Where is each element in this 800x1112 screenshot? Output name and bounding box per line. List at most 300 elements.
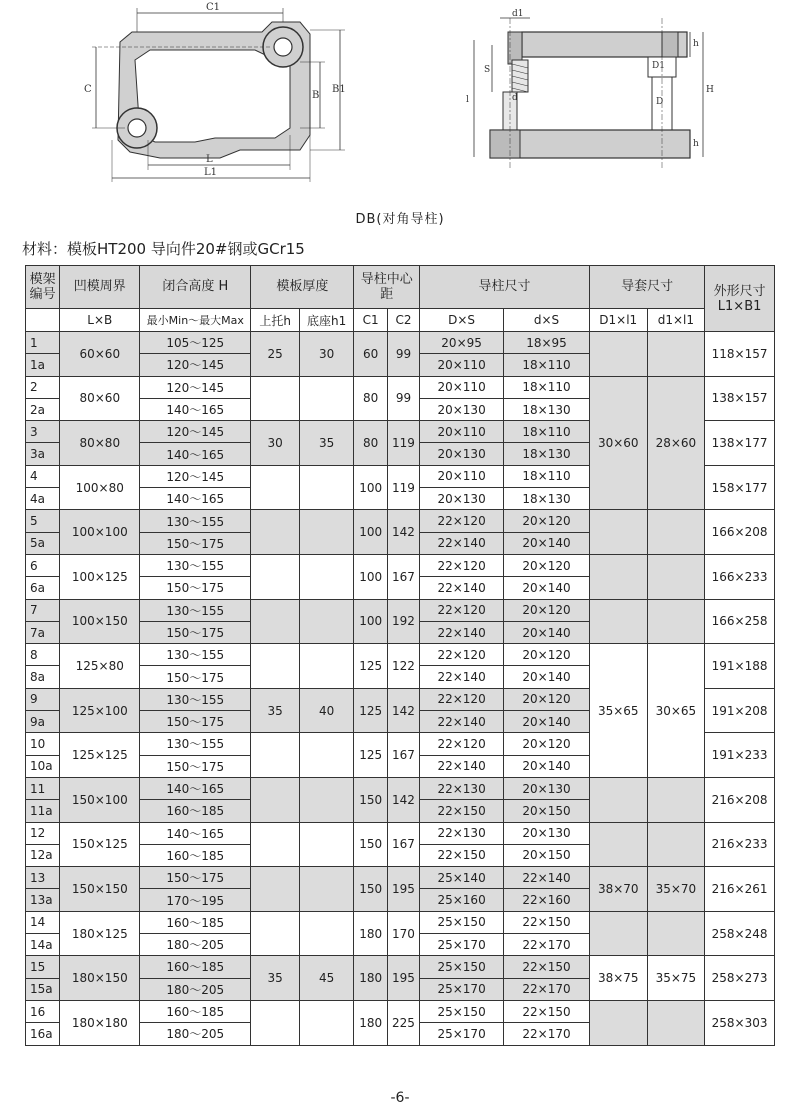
model-no: 1a	[26, 354, 60, 376]
pillar-dxs: 22×120	[420, 510, 504, 532]
bushing-d1xl1	[589, 777, 647, 822]
model-no: 6a	[26, 577, 60, 599]
closed-height: 120～145	[140, 465, 251, 487]
pillar-dxs-small: 20×130	[504, 777, 590, 799]
plate-upper-h	[251, 822, 300, 867]
pillar-c2: 119	[387, 465, 419, 510]
pillar-c1: 100	[354, 465, 387, 510]
pillar-c1: 125	[354, 688, 387, 733]
pillar-c2: 119	[387, 421, 419, 466]
plate-base-h1	[299, 822, 354, 867]
pillar-dxs: 22×130	[420, 777, 504, 799]
table-row	[26, 510, 775, 532]
pillar-dxs: 20×110	[420, 465, 504, 487]
hdr-pillar-center: 导柱中心距	[354, 266, 420, 309]
pillar-dxs: 22×140	[420, 666, 504, 688]
closed-height: 105～125	[140, 332, 251, 354]
closed-height: 150～175	[140, 666, 251, 688]
hdr-dxs-small: d×S	[504, 309, 590, 332]
pillar-dxs: 25×150	[420, 911, 504, 933]
outer-size: 216×233	[705, 822, 775, 867]
pillar-dxs-small: 18×130	[504, 398, 590, 420]
pillar-c1: 100	[354, 510, 387, 555]
bushing-d1xl1: 38×75	[589, 956, 647, 1001]
die-perimeter: 150×100	[60, 777, 140, 822]
pillar-c2: 142	[387, 510, 419, 555]
bushing-d1xl1-small: 28×60	[647, 376, 705, 510]
pillar-dxs-small: 22×170	[504, 934, 590, 956]
outer-size: 138×177	[705, 421, 775, 466]
pillar-dxs: 20×110	[420, 421, 504, 443]
model-no: 4	[26, 465, 60, 487]
die-perimeter: 100×150	[60, 599, 140, 644]
bushing-d1xl1-small: 35×75	[647, 956, 705, 1001]
pillar-dxs: 25×150	[420, 956, 504, 978]
figure-caption: DB(对角导柱)	[355, 212, 445, 227]
label-h-top: h	[693, 39, 699, 49]
pillar-c2: 195	[387, 956, 419, 1001]
bushing-d1xl1-small	[647, 777, 705, 822]
pillar-dxs-small: 20×140	[504, 666, 590, 688]
die-perimeter: 125×125	[60, 733, 140, 778]
pillar-c2: 99	[387, 376, 419, 421]
label-b: B	[312, 90, 320, 101]
model-no: 6	[26, 554, 60, 576]
bushing-d1xl1	[589, 911, 647, 956]
label-s: S	[484, 65, 491, 75]
pillar-c2: 195	[387, 867, 419, 912]
closed-height: 120～145	[140, 354, 251, 376]
hdr-upper-h: 上托h	[251, 309, 300, 332]
closed-height: 180～205	[140, 1023, 251, 1045]
model-no: 14a	[26, 934, 60, 956]
model-no: 4a	[26, 488, 60, 510]
model-no: 10a	[26, 755, 60, 777]
label-h-total: H	[706, 85, 714, 95]
pillar-dxs-small: 20×120	[504, 733, 590, 755]
bushing-d1xl1	[589, 510, 647, 555]
pillar-c2: 142	[387, 688, 419, 733]
table-row	[26, 554, 775, 576]
hdr-d1xl1-small: d1×l1	[647, 309, 705, 332]
hdr-model-no: 模架编号	[26, 266, 60, 309]
pillar-dxs-small: 22×150	[504, 911, 590, 933]
plate-base-h1	[299, 599, 354, 644]
pillar-c1: 80	[354, 421, 387, 466]
model-no: 13a	[26, 889, 60, 911]
pillar-dxs-small: 20×140	[504, 755, 590, 777]
pillar-c1: 125	[354, 644, 387, 689]
closed-height: 150～175	[140, 755, 251, 777]
page-number: -6-	[390, 1090, 410, 1106]
hdr-pillar-size: 导柱尺寸	[420, 266, 590, 309]
label-b1: B1	[332, 84, 346, 95]
bushing-d1xl1	[589, 332, 647, 377]
plate-upper-h	[251, 465, 300, 510]
pillar-dxs: 22×120	[420, 644, 504, 666]
pillar-dxs-small: 22×150	[504, 1000, 590, 1022]
pillar-dxs-small: 18×110	[504, 421, 590, 443]
closed-height: 160～185	[140, 800, 251, 822]
side-view-drawing	[474, 18, 703, 170]
pillar-dxs: 25×140	[420, 867, 504, 889]
closed-height: 150～175	[140, 711, 251, 733]
pillar-dxs: 20×130	[420, 398, 504, 420]
outer-size: 191×208	[705, 688, 775, 733]
hdr-outer-size: 外形尺寸 L1×B1	[705, 266, 775, 332]
plate-base-h1: 45	[299, 956, 354, 1001]
outer-size: 118×157	[705, 332, 775, 377]
plate-upper-h	[251, 777, 300, 822]
pillar-dxs-small: 22×150	[504, 956, 590, 978]
model-no: 12a	[26, 844, 60, 866]
pillar-dxs-small: 20×120	[504, 644, 590, 666]
pillar-dxs-small: 22×170	[504, 978, 590, 1000]
closed-height: 150～175	[140, 532, 251, 554]
closed-height: 120～145	[140, 376, 251, 398]
pillar-dxs: 22×120	[420, 554, 504, 576]
bushing-d1xl1	[589, 599, 647, 644]
table-row	[26, 911, 775, 933]
table-row	[26, 332, 775, 354]
pillar-dxs-small: 18×95	[504, 332, 590, 354]
pillar-dxs: 22×150	[420, 844, 504, 866]
bushing-d1xl1	[589, 822, 647, 867]
outer-size: 166×233	[705, 554, 775, 599]
plate-upper-h: 25	[251, 332, 300, 377]
plate-upper-h	[251, 1000, 300, 1045]
pillar-c1: 125	[354, 733, 387, 778]
plate-base-h1	[299, 1000, 354, 1045]
table-row	[26, 1000, 775, 1022]
pillar-dxs: 22×140	[420, 621, 504, 643]
die-perimeter: 125×80	[60, 644, 140, 689]
plate-upper-h	[251, 911, 300, 956]
table-row	[26, 822, 775, 844]
bushing-d1xl1: 38×70	[589, 867, 647, 912]
hdr-base-h1: 底座h1	[299, 309, 354, 332]
model-no: 16a	[26, 1023, 60, 1045]
pillar-dxs: 22×140	[420, 755, 504, 777]
pillar-dxs: 22×120	[420, 599, 504, 621]
table-row	[26, 867, 775, 889]
label-l: L	[206, 154, 213, 165]
model-no: 5a	[26, 532, 60, 554]
top-view-drawing	[92, 8, 345, 182]
table-row	[26, 777, 775, 799]
pillar-c2: 122	[387, 644, 419, 689]
pillar-c1: 150	[354, 777, 387, 822]
pillar-dxs: 20×95	[420, 332, 504, 354]
closed-height: 130～155	[140, 510, 251, 532]
hdr-c1: C1	[354, 309, 387, 332]
pillar-c2: 167	[387, 554, 419, 599]
plate-upper-h	[251, 554, 300, 599]
die-set-spec-table	[25, 265, 775, 1046]
model-no: 1	[26, 332, 60, 354]
pillar-c1: 100	[354, 599, 387, 644]
pillar-dxs-small: 20×140	[504, 532, 590, 554]
pillar-dxs: 22×120	[420, 733, 504, 755]
closed-height: 130～155	[140, 688, 251, 710]
pillar-dxs: 20×130	[420, 488, 504, 510]
pillar-c2: 192	[387, 599, 419, 644]
die-perimeter: 100×80	[60, 465, 140, 510]
model-no: 13	[26, 867, 60, 889]
closed-height: 130～155	[140, 554, 251, 576]
pillar-c2: 167	[387, 733, 419, 778]
plate-base-h1	[299, 777, 354, 822]
label-d-lower: d	[512, 93, 518, 103]
model-no: 7	[26, 599, 60, 621]
outer-size: 191×188	[705, 644, 775, 689]
bushing-d1xl1-small	[647, 599, 705, 644]
plate-base-h1	[299, 376, 354, 421]
pillar-dxs-small: 20×120	[504, 688, 590, 710]
outer-size: 258×273	[705, 956, 775, 1001]
closed-height: 180～205	[140, 934, 251, 956]
bushing-d1xl1-small: 30×65	[647, 644, 705, 778]
die-perimeter: 60×60	[60, 332, 140, 377]
outer-size: 216×261	[705, 867, 775, 912]
die-perimeter: 150×125	[60, 822, 140, 867]
outer-size: 258×248	[705, 911, 775, 956]
pillar-dxs: 25×170	[420, 934, 504, 956]
table-row	[26, 376, 775, 398]
model-no: 2a	[26, 398, 60, 420]
pillar-dxs: 20×110	[420, 354, 504, 376]
pillar-c2: 142	[387, 777, 419, 822]
plate-base-h1	[299, 911, 354, 956]
technical-drawings	[0, 0, 800, 200]
pillar-dxs: 22×140	[420, 711, 504, 733]
closed-height: 140～165	[140, 398, 251, 420]
label-c1: C1	[206, 2, 221, 13]
pillar-c1: 180	[354, 1000, 387, 1045]
model-no: 3	[26, 421, 60, 443]
model-no: 8a	[26, 666, 60, 688]
label-d-upper: D	[656, 97, 664, 107]
pillar-dxs-small: 20×150	[504, 844, 590, 866]
plate-upper-h	[251, 733, 300, 778]
hdr-c2: C2	[387, 309, 419, 332]
die-perimeter: 80×60	[60, 376, 140, 421]
closed-height: 160～185	[140, 844, 251, 866]
pillar-dxs: 22×140	[420, 577, 504, 599]
pillar-dxs-small: 22×170	[504, 1023, 590, 1045]
table-body	[26, 332, 775, 1046]
pillar-c2: 167	[387, 822, 419, 867]
bushing-d1xl1-small	[647, 332, 705, 377]
hdr-die-perimeter: 凹模周界	[60, 266, 140, 309]
pillar-dxs: 22×150	[420, 800, 504, 822]
model-no: 15a	[26, 978, 60, 1000]
model-no: 11a	[26, 800, 60, 822]
plate-upper-h: 35	[251, 688, 300, 733]
pillar-c1: 150	[354, 822, 387, 867]
die-perimeter: 180×125	[60, 911, 140, 956]
bushing-d1xl1-small	[647, 554, 705, 599]
model-no: 9a	[26, 711, 60, 733]
pillar-c1: 80	[354, 376, 387, 421]
plate-upper-h	[251, 510, 300, 555]
pillar-c1: 180	[354, 956, 387, 1001]
model-no: 11	[26, 777, 60, 799]
bushing-d1xl1-small	[647, 1000, 705, 1045]
hdr-blank	[26, 309, 60, 332]
pillar-dxs-small: 18×110	[504, 465, 590, 487]
outer-size: 166×208	[705, 510, 775, 555]
pillar-c2: 99	[387, 332, 419, 377]
closed-height: 130～155	[140, 599, 251, 621]
label-c: C	[84, 84, 92, 95]
pillar-dxs: 20×130	[420, 443, 504, 465]
plate-base-h1	[299, 644, 354, 689]
hdr-closed-height: 闭合高度 H	[140, 266, 251, 309]
label-d1-upper: D1	[652, 61, 665, 71]
hdr-lxb: L×B	[60, 309, 140, 332]
bushing-d1xl1-small: 35×70	[647, 867, 705, 912]
pillar-dxs-small: 22×160	[504, 889, 590, 911]
model-no: 5	[26, 510, 60, 532]
label-l1: L1	[204, 167, 218, 178]
outer-size: 191×233	[705, 733, 775, 778]
bushing-d1xl1: 35×65	[589, 644, 647, 778]
outer-size: 166×258	[705, 599, 775, 644]
pillar-dxs: 25×170	[420, 978, 504, 1000]
pillar-dxs-small: 20×120	[504, 554, 590, 576]
pillar-c1: 150	[354, 867, 387, 912]
model-no: 8	[26, 644, 60, 666]
pillar-dxs-small: 22×140	[504, 867, 590, 889]
model-no: 10	[26, 733, 60, 755]
die-perimeter: 150×150	[60, 867, 140, 912]
pillar-c1: 100	[354, 554, 387, 599]
pillar-dxs: 22×140	[420, 532, 504, 554]
closed-height: 140～165	[140, 777, 251, 799]
closed-height: 150～175	[140, 621, 251, 643]
model-no: 7a	[26, 621, 60, 643]
bushing-d1xl1-small	[647, 911, 705, 956]
plate-base-h1	[299, 733, 354, 778]
label-l-lower: l	[466, 95, 469, 105]
plate-base-h1: 30	[299, 332, 354, 377]
closed-height: 180～205	[140, 978, 251, 1000]
model-no: 12	[26, 822, 60, 844]
pillar-dxs-small: 20×120	[504, 510, 590, 532]
label-h-bottom: h	[693, 139, 699, 149]
die-perimeter: 180×150	[60, 956, 140, 1001]
model-no: 9	[26, 688, 60, 710]
material-line: 材料：模板HT200 导向件20#钢或GCr15	[22, 240, 305, 258]
die-perimeter: 100×125	[60, 554, 140, 599]
hdr-plate-thickness: 模板厚度	[251, 266, 354, 309]
outer-size: 158×177	[705, 465, 775, 510]
bushing-d1xl1-small	[647, 510, 705, 555]
bushing-d1xl1: 30×60	[589, 376, 647, 510]
hdr-bushing-size: 导套尺寸	[589, 266, 704, 309]
pillar-dxs-small: 20×150	[504, 800, 590, 822]
pillar-c1: 180	[354, 911, 387, 956]
closed-height: 160～185	[140, 1000, 251, 1022]
pillar-dxs-small: 20×140	[504, 577, 590, 599]
pillar-dxs: 25×160	[420, 889, 504, 911]
hdr-dxs-big: D×S	[420, 309, 504, 332]
outer-size: 258×303	[705, 1000, 775, 1045]
pillar-dxs-small: 20×130	[504, 822, 590, 844]
plate-base-h1	[299, 554, 354, 599]
pillar-dxs: 22×130	[420, 822, 504, 844]
bushing-d1xl1	[589, 554, 647, 599]
pillar-dxs-small: 20×140	[504, 621, 590, 643]
model-no: 14	[26, 911, 60, 933]
plate-upper-h: 30	[251, 421, 300, 466]
table-row	[26, 644, 775, 666]
plate-upper-h: 35	[251, 956, 300, 1001]
label-d1: d1	[512, 9, 524, 19]
table-row	[26, 956, 775, 978]
pillar-dxs-small: 20×140	[504, 711, 590, 733]
pillar-dxs-small: 18×110	[504, 376, 590, 398]
plate-upper-h	[251, 599, 300, 644]
die-perimeter: 80×80	[60, 421, 140, 466]
die-perimeter: 100×100	[60, 510, 140, 555]
closed-height: 140～165	[140, 443, 251, 465]
outer-size: 138×157	[705, 376, 775, 421]
model-no: 16	[26, 1000, 60, 1022]
closed-height: 170～195	[140, 889, 251, 911]
pillar-dxs-small: 18×130	[504, 443, 590, 465]
pillar-dxs: 25×170	[420, 1023, 504, 1045]
table-row	[26, 599, 775, 621]
model-no: 2	[26, 376, 60, 398]
outer-size: 216×208	[705, 777, 775, 822]
model-no: 3a	[26, 443, 60, 465]
plate-base-h1: 40	[299, 688, 354, 733]
hdr-min-max: 最小Min～最大Max	[140, 309, 251, 332]
pillar-c2: 170	[387, 911, 419, 956]
closed-height: 160～185	[140, 956, 251, 978]
plate-upper-h	[251, 867, 300, 912]
closed-height: 150～175	[140, 577, 251, 599]
closed-height: 130～155	[140, 733, 251, 755]
model-no: 15	[26, 956, 60, 978]
hdr-d1xl1-big: D1×l1	[589, 309, 647, 332]
pillar-dxs: 20×110	[420, 376, 504, 398]
plate-base-h1	[299, 510, 354, 555]
plate-upper-h	[251, 376, 300, 421]
die-perimeter: 125×100	[60, 688, 140, 733]
closed-height: 140～165	[140, 488, 251, 510]
closed-height: 130～155	[140, 644, 251, 666]
bushing-d1xl1-small	[647, 822, 705, 867]
pillar-dxs-small: 18×110	[504, 354, 590, 376]
closed-height: 150～175	[140, 867, 251, 889]
plate-base-h1: 35	[299, 421, 354, 466]
pillar-c2: 225	[387, 1000, 419, 1045]
pillar-c1: 60	[354, 332, 387, 377]
pillar-dxs-small: 18×130	[504, 488, 590, 510]
pillar-dxs: 25×150	[420, 1000, 504, 1022]
closed-height: 160～185	[140, 911, 251, 933]
bushing-d1xl1	[589, 1000, 647, 1045]
closed-height: 120～145	[140, 421, 251, 443]
plate-base-h1	[299, 867, 354, 912]
die-perimeter: 180×180	[60, 1000, 140, 1045]
plate-base-h1	[299, 465, 354, 510]
pillar-dxs-small: 20×120	[504, 599, 590, 621]
closed-height: 140～165	[140, 822, 251, 844]
